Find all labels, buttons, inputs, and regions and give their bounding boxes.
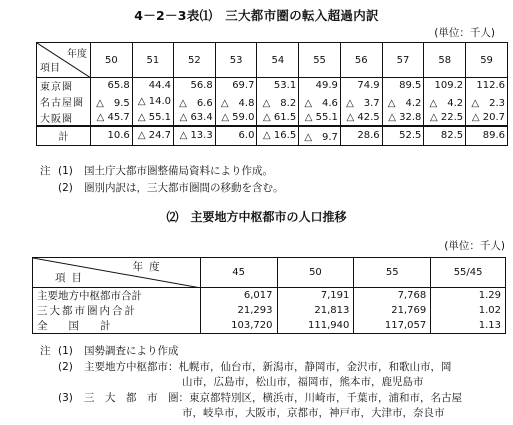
header-item-label: 項目 <box>40 63 60 74</box>
table-cell: 74.9 <box>340 78 382 94</box>
header-year-label: 年度 <box>132 261 166 273</box>
column-header: 50 <box>277 258 354 288</box>
year-header: 53 <box>215 43 257 78</box>
table-cell: 112.6 <box>466 78 508 94</box>
note-text: 市，岐阜市，大阪市，京都市，神戸市，大津市，奈良市 <box>182 407 445 419</box>
table-cell: 53.1 <box>257 78 299 94</box>
header-year-label: 年度 <box>67 49 87 60</box>
table-total-row <box>37 126 508 146</box>
table-cell: △ 59.0 <box>215 110 257 126</box>
table-cell: 109.2 <box>424 78 466 94</box>
table-cell: △ 42.5 <box>340 110 382 126</box>
year-header: 57 <box>382 43 424 78</box>
table-row <box>37 110 508 126</box>
row-label: 大阪圏 <box>37 110 91 126</box>
year-header: 52 <box>173 43 215 78</box>
note-text: 圏別内訳は，三大都市圏間の移動を含む。 <box>84 182 284 194</box>
note-number: (3) <box>58 391 73 404</box>
note-marker <box>40 391 58 407</box>
table-cell: △ 6.6 <box>173 94 215 110</box>
row-label: 名古屋圏 <box>37 94 91 110</box>
table1-header-row <box>37 43 508 78</box>
table2-header-row <box>33 258 506 288</box>
note-marker <box>40 375 58 391</box>
year-header: 50 <box>91 43 133 78</box>
table-cell: 65.8 <box>91 78 133 94</box>
table-cell: 111,940 <box>277 318 354 334</box>
table2-notes <box>40 344 462 422</box>
table-cell: 89.5 <box>382 78 424 94</box>
note-number <box>58 406 84 422</box>
table-cell: △ 4.2 <box>424 94 466 110</box>
note-line <box>40 163 284 180</box>
table-cell: 69.7 <box>215 78 257 94</box>
table-cell: 44.4 <box>132 78 173 94</box>
table-cell: 56.8 <box>173 78 215 94</box>
table-cell: △ 22.5 <box>424 110 466 126</box>
table-cell: 6,017 <box>200 288 277 304</box>
table-cell: △ 32.8 <box>382 110 424 126</box>
header-item-label: 項目 <box>55 272 88 284</box>
note-number <box>58 375 84 391</box>
table-cell: △ 55.1 <box>299 110 341 126</box>
note-line <box>40 344 462 360</box>
table-cell: △ 24.7 <box>132 126 173 146</box>
table-cell: 10.6 <box>91 126 133 146</box>
table-row <box>33 318 506 334</box>
column-header: 45 <box>200 258 277 288</box>
note-number: (1) <box>58 165 73 177</box>
row-label: 三大都市圏内合計 <box>33 303 201 318</box>
note-line <box>40 406 462 422</box>
year-header: 51 <box>132 43 173 78</box>
table-cell: 89.6 <box>466 126 508 146</box>
table-cell: △ 3.7 <box>340 94 382 110</box>
year-header: 59 <box>466 43 508 78</box>
note-text: 三 大 都 市 圏：東京都特別区，横浜市，川崎市，千葉市，浦和市，名古屋 <box>84 391 462 404</box>
table2 <box>32 257 506 334</box>
table-cell: 7,191 <box>277 288 354 304</box>
table1 <box>36 42 508 146</box>
table-cell: 21,293 <box>200 303 277 318</box>
table-cell: △ 16.5 <box>257 126 299 146</box>
table-row <box>33 288 506 304</box>
note-line <box>40 375 462 391</box>
table-cell: 6.0 <box>215 126 257 146</box>
table1-corner-header <box>37 43 91 78</box>
table-cell: △ 2.3 <box>466 94 508 110</box>
note-marker: 注 <box>40 345 51 357</box>
table-cell: △ 61.5 <box>257 110 299 126</box>
row-label: 計 <box>37 126 91 146</box>
table-cell: △ 13.3 <box>173 126 215 146</box>
note-text: 国勢調査により作成 <box>84 345 179 357</box>
table-cell: △ 63.4 <box>173 110 215 126</box>
table-cell: △ 4.8 <box>215 94 257 110</box>
note-marker <box>40 360 58 376</box>
table-cell: △ 9.7 <box>299 126 341 146</box>
table-cell: 103,720 <box>200 318 277 334</box>
table-cell: △ 8.2 <box>257 94 299 110</box>
table-cell: △ 4.2 <box>382 94 424 110</box>
table-cell: 1.29 <box>431 288 506 304</box>
table-cell: △ 9.5 <box>91 94 133 110</box>
table-cell: 21,813 <box>277 303 354 318</box>
column-header: 55 <box>354 258 431 288</box>
table-cell: △ 45.7 <box>91 110 133 126</box>
table1-notes <box>40 163 284 197</box>
row-label: 全 国 計 <box>33 318 201 334</box>
year-header: 54 <box>257 43 299 78</box>
year-header: 56 <box>340 43 382 78</box>
table-cell: 1.02 <box>431 303 506 318</box>
note-marker <box>40 180 58 197</box>
note-marker: 注 <box>40 165 51 177</box>
note-line <box>40 360 462 376</box>
table-row <box>37 94 508 110</box>
table-row <box>33 303 506 318</box>
table-cell: △ 20.7 <box>466 110 508 126</box>
note-marker <box>40 406 58 422</box>
table-cell: 49.9 <box>299 78 341 94</box>
note-line <box>40 180 284 197</box>
table-cell: 82.5 <box>424 126 466 146</box>
note-text: 国土庁大都市圏整備局資料により作成。 <box>84 165 273 177</box>
table2-title: ⑵ 主要地方中枢都市の人口推移 <box>166 210 347 224</box>
note-line <box>40 391 462 407</box>
row-label: 主要地方中枢都市合計 <box>33 288 201 304</box>
year-header: 58 <box>424 43 466 78</box>
table-cell: △ 4.6 <box>299 94 341 110</box>
table1-unit: (単位：千人) <box>434 27 495 39</box>
row-label: 東京圏 <box>37 78 91 94</box>
note-text: 山市，広島市，松山市，福岡市，熊本市，鹿児島市 <box>182 376 424 388</box>
table-cell: 21,769 <box>354 303 431 318</box>
year-header: 55 <box>299 43 341 78</box>
table-cell: 28.6 <box>340 126 382 146</box>
table-cell: 1.13 <box>431 318 506 334</box>
column-header: 55/45 <box>431 258 506 288</box>
table-row <box>37 78 508 94</box>
table-cell: 52.5 <box>382 126 424 146</box>
table2-corner-header <box>33 258 201 288</box>
table-cell: 7,768 <box>354 288 431 304</box>
table-cell: △ 14.0 <box>132 94 173 110</box>
table-cell: △ 55.1 <box>132 110 173 126</box>
note-number: (2) <box>58 360 73 373</box>
note-number: (2) <box>58 182 73 194</box>
note-number: (1) <box>58 345 73 357</box>
table2-unit: (単位：千人) <box>444 240 505 252</box>
table-cell: 117,057 <box>354 318 431 334</box>
table1-title: 4－2－3表⑴ 三大都市圏の転入超過内訳 <box>134 8 379 23</box>
note-text: 主要地方中枢都市：札幌市，仙台市，新潟市，静岡市，金沢市，和歌山市，岡 <box>84 360 452 373</box>
